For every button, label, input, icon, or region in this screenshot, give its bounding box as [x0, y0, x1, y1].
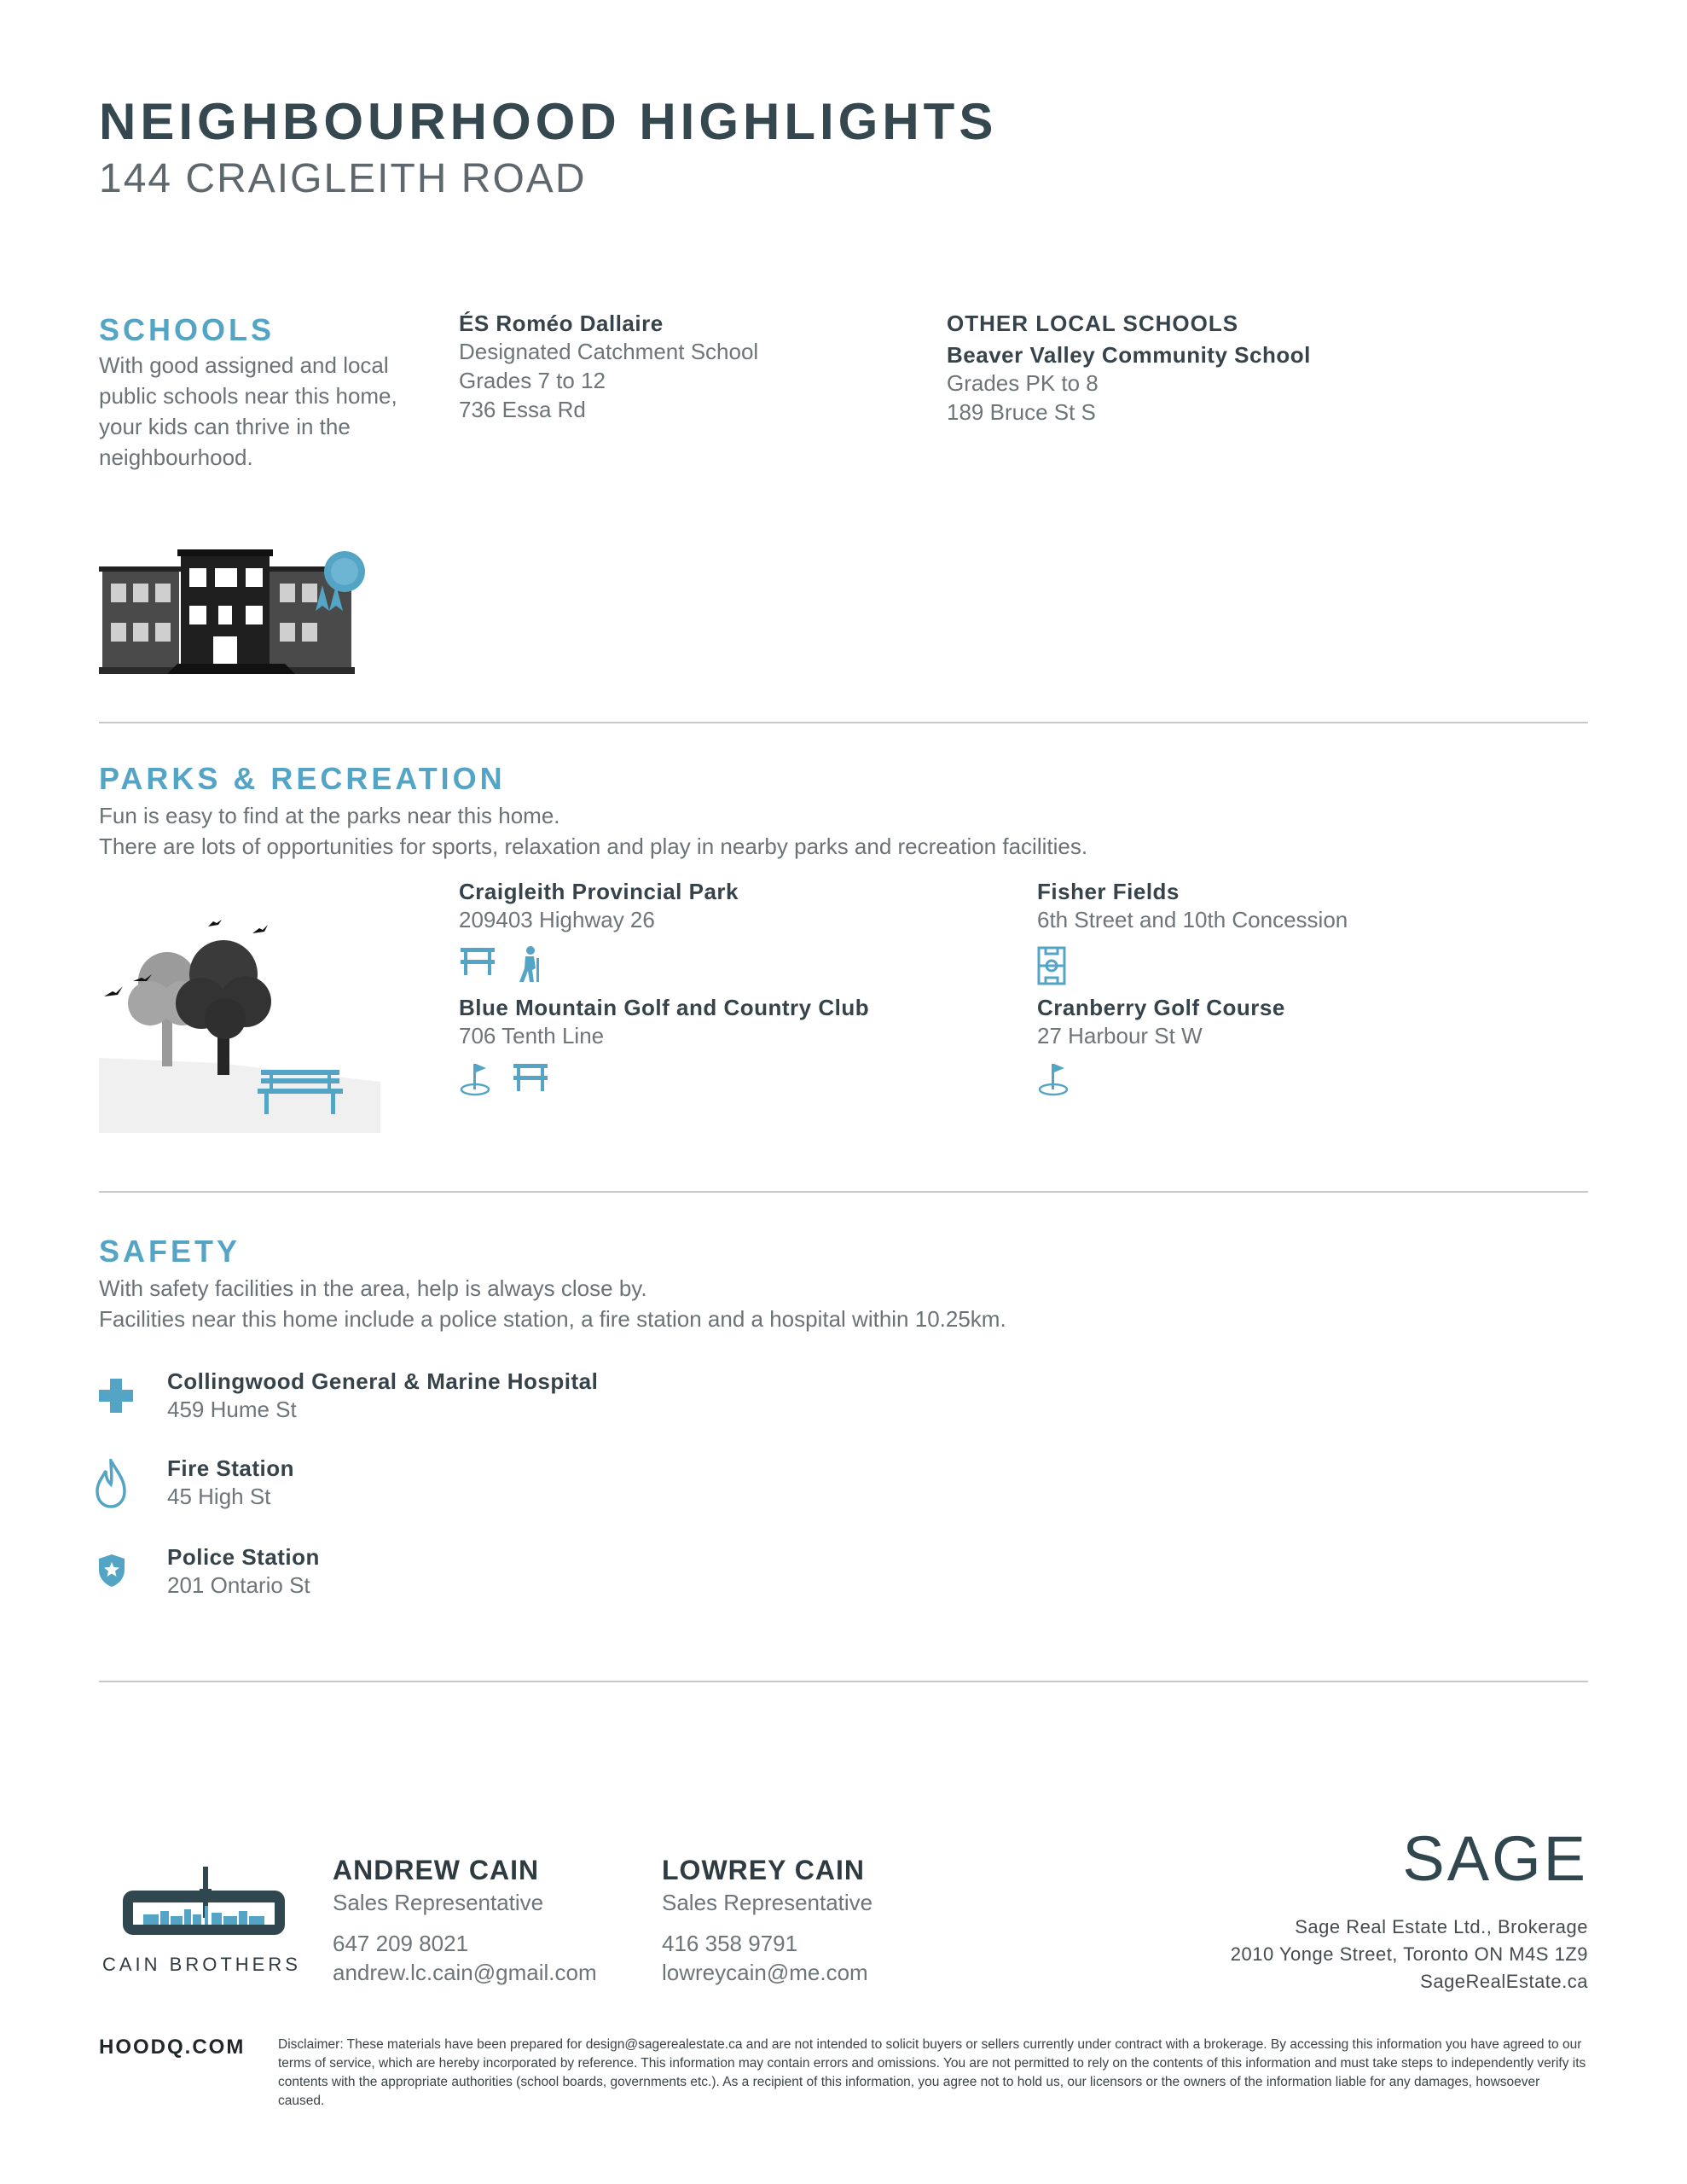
picnic-table-icon — [459, 946, 496, 977]
park-item — [459, 995, 869, 1096]
brokerage-address: 2010 Yonge Street, Toronto ON M4S 1Z9 — [1230, 1943, 1588, 1965]
hospital-cross-icon — [97, 1377, 135, 1414]
safety-item-name: Fire Station — [167, 1455, 295, 1481]
flame-icon — [96, 1459, 126, 1508]
assigned-school-type: Designated Catchment School — [459, 339, 759, 364]
assigned-school — [459, 311, 758, 424]
assigned-school-name: ÉS Roméo Dallaire — [459, 311, 664, 336]
logo-text: CAIN BROTHERS — [102, 1954, 301, 1975]
police-shield-icon — [97, 1553, 126, 1589]
agent-phone[interactable]: 416 358 9791 — [662, 1931, 798, 1956]
agent-card — [333, 1855, 597, 1987]
park-address: 6th Street and 10th Concession — [1037, 907, 1348, 932]
parks-heading: PARKS & RECREATION — [99, 761, 506, 796]
parks-intro-line-2: There are lots of opportunities for sports, relaxation and play in nearby parks and recreation facilities. — [99, 834, 1088, 859]
safety-item-address: 459 Hume St — [167, 1397, 297, 1422]
safety-item-address: 201 Ontario St — [167, 1572, 310, 1598]
sports-field-icon — [1037, 946, 1066, 985]
hoodq-link[interactable]: HOODQ.COM — [99, 2036, 246, 2059]
other-school-address: 189 Bruce St S — [947, 399, 1096, 425]
parks-intro-line-1: Fun is easy to find at the parks near this home. — [99, 803, 560, 828]
schools-description: With good assigned and local public schools near this home, your kids can thrive in the neighbourhood. — [99, 352, 397, 470]
agent-name: LOWREY CAIN — [662, 1855, 865, 1885]
park-name: Craigleith Provincial Park — [459, 879, 739, 904]
safety-item-name: Police Station — [167, 1544, 320, 1570]
golf-flag-icon — [459, 1062, 491, 1096]
safety-item-name: Collingwood General & Marine Hospital — [167, 1368, 599, 1394]
other-schools-heading: OTHER LOCAL SCHOOLS — [947, 311, 1239, 336]
brokerage-name: Sage Real Estate Ltd., Brokerage — [1295, 1916, 1588, 1937]
safety-item-address: 45 High St — [167, 1484, 271, 1509]
safety-intro-line-1: With safety facilities in the area, help is always close by. — [99, 1275, 647, 1301]
park-address: 706 Tenth Line — [459, 1023, 605, 1048]
park-illustration — [99, 913, 380, 1135]
park-item — [1037, 995, 1285, 1096]
park-name: Cranberry Golf Course — [1037, 995, 1285, 1020]
agent-card — [662, 1855, 872, 1987]
section-divider — [99, 1681, 1588, 1682]
safety-intro-line-2: Facilities near this home include a police station, a fire station and a hospital within 10.25km. — [99, 1306, 1006, 1332]
other-school-name: Beaver Valley Community School — [947, 342, 1311, 368]
brokerage-logo: SAGE — [1402, 1823, 1588, 1894]
safety-item — [167, 1544, 320, 1600]
cain-brothers-logo — [121, 1865, 287, 1938]
brokerage-website[interactable]: SageRealEstate.ca — [1420, 1971, 1588, 1992]
other-school-grades: Grades PK to 8 — [947, 370, 1099, 396]
golf-flag-icon — [1037, 1062, 1070, 1096]
agent-role: Sales Representative — [333, 1890, 544, 1915]
section-divider — [99, 722, 1588, 723]
agent-phone[interactable]: 647 209 8021 — [333, 1931, 469, 1956]
assigned-school-grades: Grades 7 to 12 — [459, 368, 606, 393]
agent-email[interactable]: andrew.lc.cain@gmail.com — [333, 1960, 597, 1985]
property-address: 144 CRAIGLEITH ROAD — [99, 156, 587, 201]
agent-email[interactable]: lowreycain@me.com — [662, 1960, 868, 1985]
page-title: NEIGHBOURHOOD HIGHLIGHTS — [99, 93, 998, 150]
assigned-school-address: 736 Essa Rd — [459, 397, 586, 422]
schools-heading: SCHOOLS — [99, 312, 275, 347]
safety-item — [167, 1455, 294, 1511]
school-building-illustration — [99, 543, 380, 679]
disclaimer: Disclaimer: These materials have been prepared for design@sagerealestate.ca and are not intended to solicit buyers or sellers currently under contract with a brokerage. By accessing this information you have agreed to our terms of service, which are hereby incorporated by reference. This information may contain errors and omissions. You are not permitted to rely on the contents of this information and must take steps to independently verify its contents with the appropriate authorities (school boards, governments etc.). As a recipient of this information, you agree not to hold us, our licensors or the owners of the information liable for any damages, howsoever caused. — [278, 2037, 1586, 2108]
park-name: Blue Mountain Golf and Country Club — [459, 995, 870, 1020]
park-name: Fisher Fields — [1037, 879, 1180, 904]
hiking-icon — [517, 946, 542, 984]
picnic-table-icon — [512, 1062, 549, 1093]
agent-role: Sales Representative — [662, 1890, 873, 1915]
safety-item — [167, 1368, 598, 1424]
safety-heading: SAFETY — [99, 1234, 241, 1269]
other-schools — [947, 311, 1311, 427]
section-divider — [99, 1191, 1588, 1193]
agent-name: ANDREW CAIN — [333, 1855, 540, 1885]
park-item — [459, 879, 739, 984]
park-address: 209403 Highway 26 — [459, 907, 655, 932]
park-item — [1037, 879, 1348, 985]
park-address: 27 Harbour St W — [1037, 1023, 1203, 1048]
